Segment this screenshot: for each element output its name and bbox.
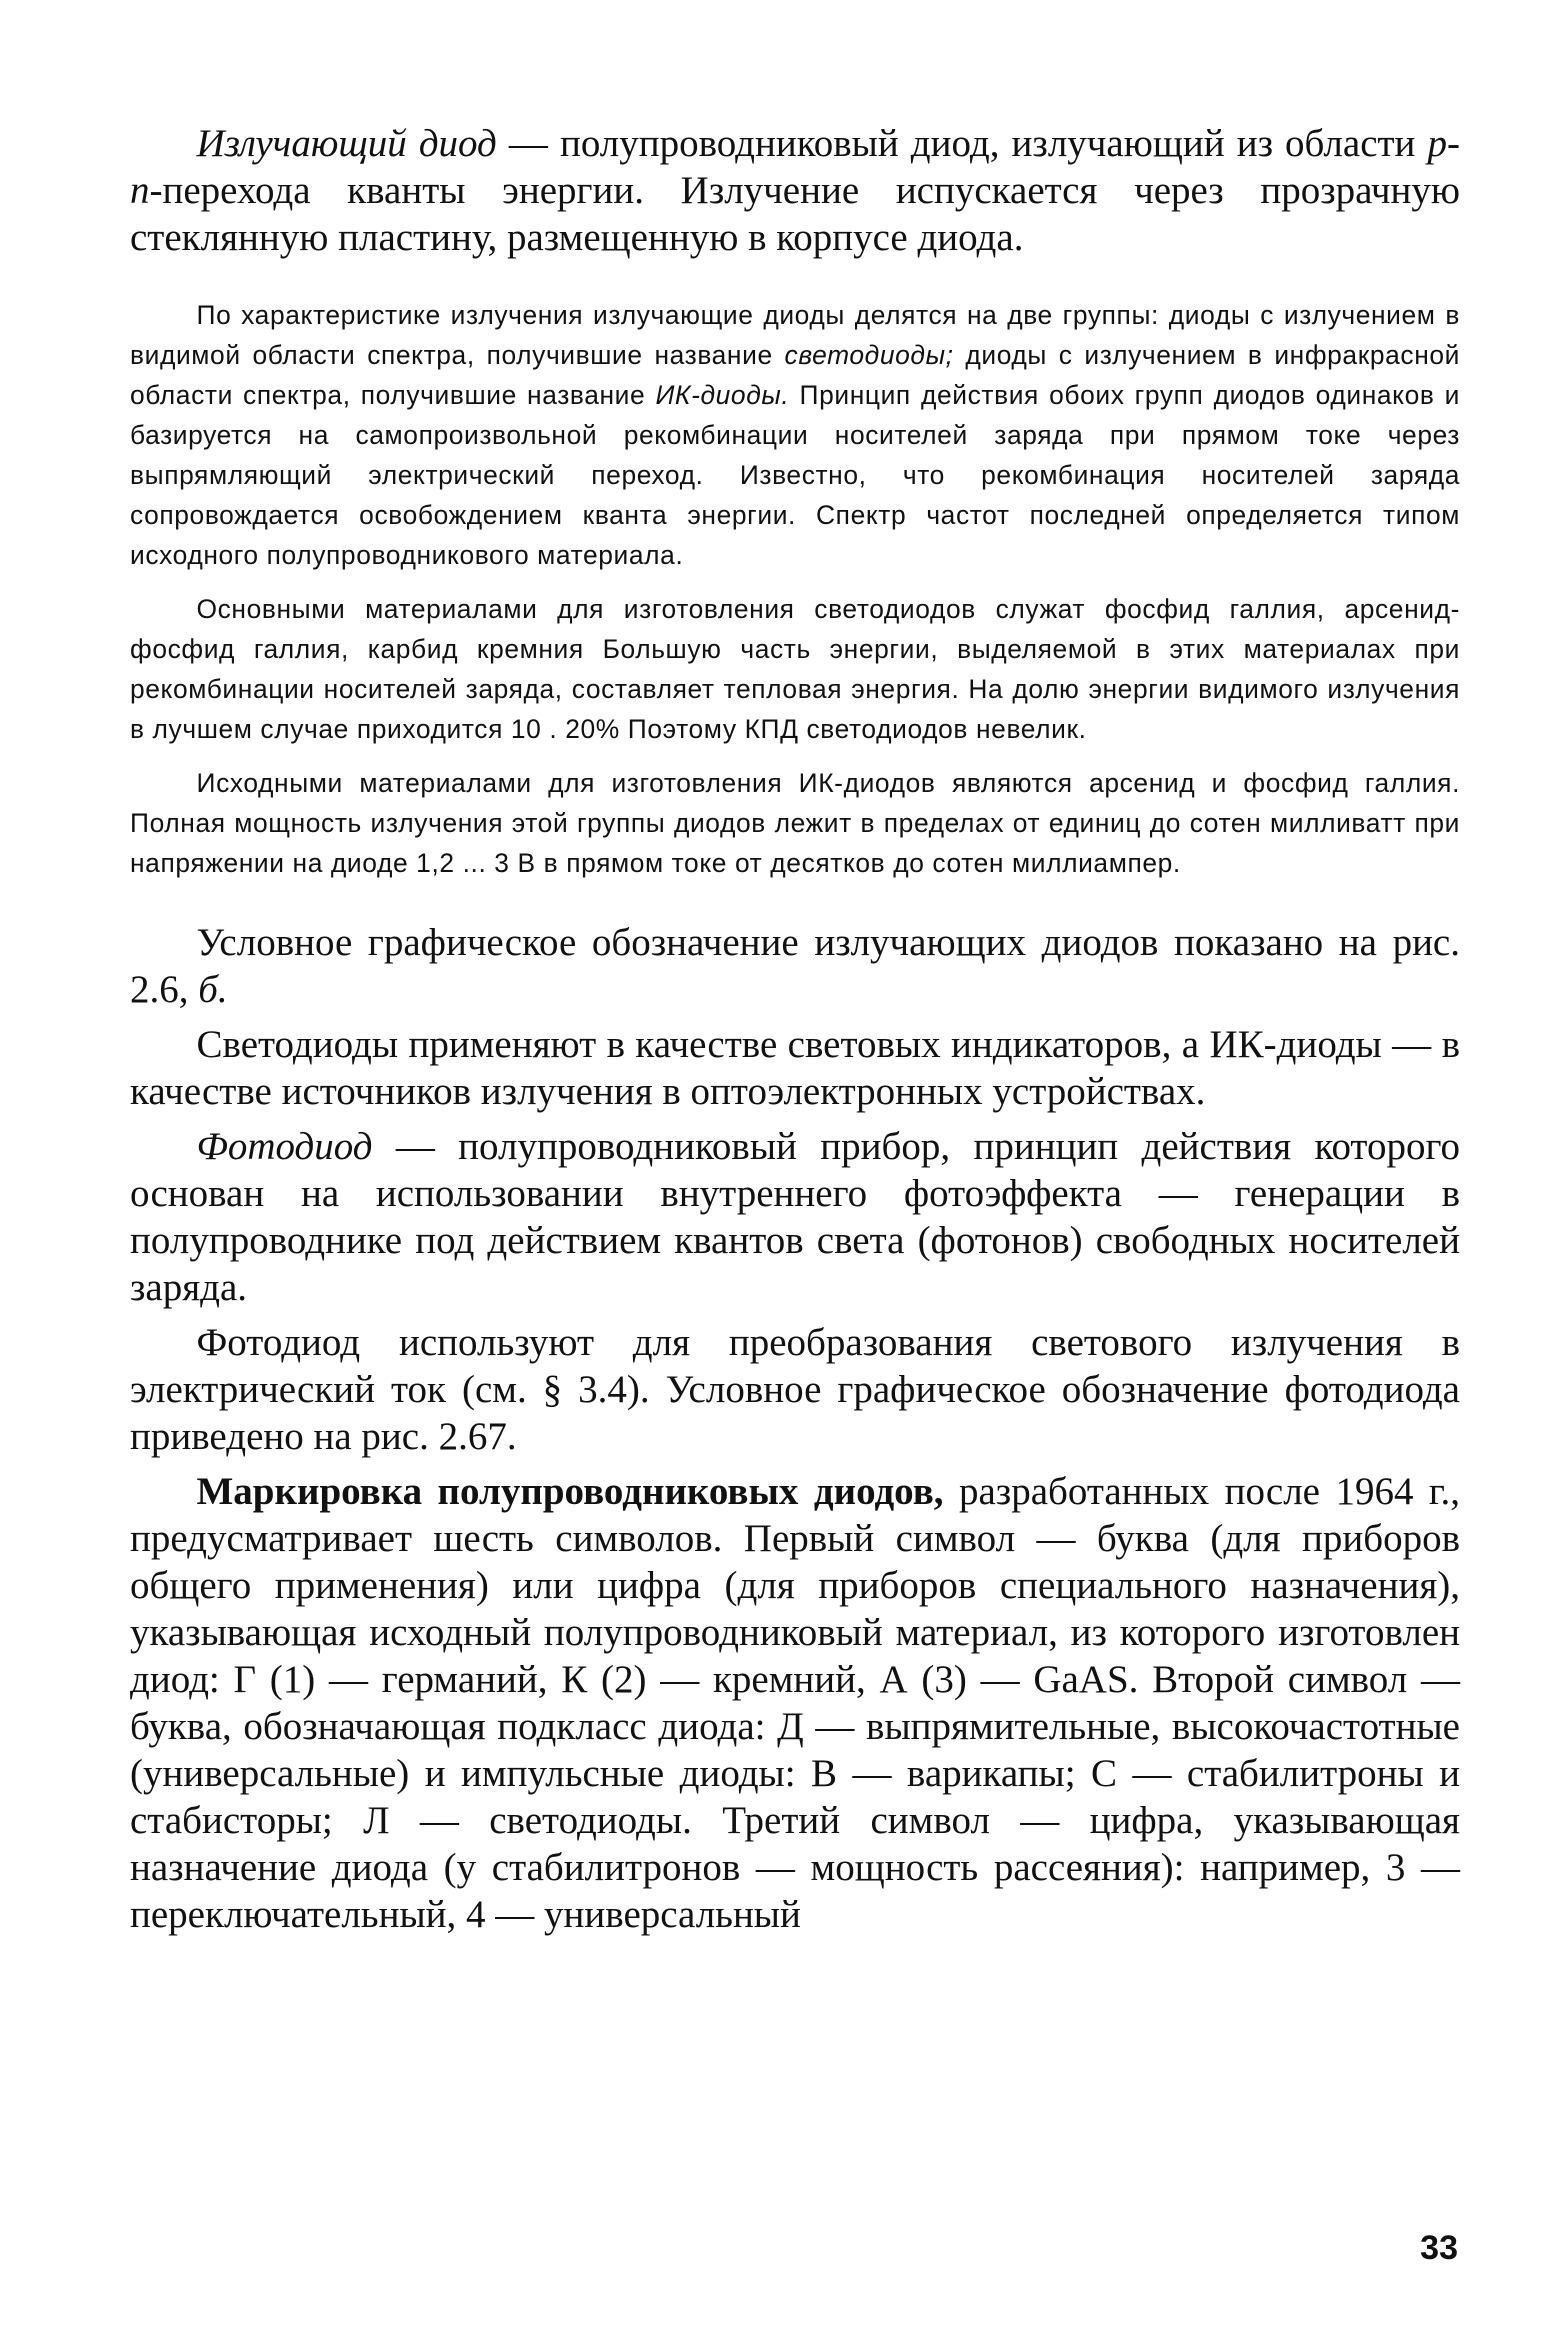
term-leds: светодиоды; xyxy=(784,340,954,370)
text: -перехода кванты энергии. Излучение испускается через прозрачную стеклянную пластину, размещенную в корпусе диода. xyxy=(130,169,1460,259)
text: Условное графическое обозначение излучающих диодов показано на рис. 2.6, xyxy=(130,921,1460,1011)
paragraph-marking xyxy=(130,1468,1460,1938)
paragraph-led-usage: Светодиоды применяют в качестве световых индикаторов, а ИК-диоды — в качестве источников излучения в оптоэлектронных устройствах. xyxy=(130,1023,1460,1113)
paragraph-led-materials: Основными материалами для изготовления светодиодов служат фосфид галлия, арсенид-фосфид галлия, карбид кремния Большую часть энергии, выделяемой в этих материалах при рекомбинации носителей заряда, составляет тепловая энергия. На долю энергии видимого излучения в лучшем случае приходится 10 . 20% Поэтому КПД светодиодов невелик. xyxy=(130,594,1460,744)
paragraph-emission-groups xyxy=(130,295,1460,575)
paragraph-photodiode-usage: Фотодиод используют для преобразования светового излучения в электрический ток (см. § 3.4). Условное графическое обозначение фотодиода приведено на рис. 2.67. xyxy=(130,1321,1460,1458)
page-number: 33 xyxy=(1420,2229,1458,2267)
paragraph-graphic-symbol xyxy=(130,919,1460,1013)
term-emitting-diode: Излучающий диод xyxy=(196,122,497,165)
text: — полупроводниковый диод, излучающий из области xyxy=(496,122,1428,165)
term-pn: p-n xyxy=(130,122,1460,212)
figure-letter: б. xyxy=(198,968,228,1011)
term-ir-diodes: ИК-диоды. xyxy=(655,380,790,410)
term-marking: Маркировка полупроводниковых диодов, xyxy=(196,1470,944,1513)
paragraph-ir-materials: Исходными материалами для изготовления ИК-диодов являются арсенид и фосфид галлия. Полная мощность излучения этой группы диодов лежит в пределах от единиц до сотен милливатт при напряжении на диоде 1,2 ... 3 В в прямом токе от десятков до сотен миллиампер. xyxy=(130,768,1460,878)
text: Принцип действия обоих групп диодов одинаков и базируется на самопроизвольной рекомбинации носителей заряда при прямом токе через выпрямляющий электрический переход. Известно, что рекомбинация носителей заряда сопровождается освобождением кванта энергии. Спектр частот последней определяется типом исходного полупроводникового материала. xyxy=(130,380,1461,570)
paragraph-photodiode xyxy=(130,1123,1460,1311)
term-photodiode: Фотодиод xyxy=(196,1125,373,1168)
book-page xyxy=(130,120,1460,2280)
text: По характеристике излучения излучающие диоды делятся на две группы: диоды с излучением в видимой области спектра, получившие название xyxy=(130,300,1460,370)
paragraph-emitting-diode xyxy=(130,120,1460,261)
small-print-block xyxy=(130,295,1460,883)
text: — полупроводниковый прибор, принцип действия которого основан на использовании внутреннего фотоэффекта — генерации в полупроводнике под действием квантов света (фотонов) свободных носителей заряда. xyxy=(130,1125,1460,1309)
text: диоды с излучением в инфракрасной области спектра, получившие название xyxy=(130,340,1460,410)
text: разработанных после 1964 г., предусматривает шесть символов. Первый символ — буква (для приборов общего применения) или цифра (для приборов специального назначения), указывающая исходный полупроводниковый материал, из которого изготовлен диод: Г (1) — германий, К (2) — кремний, А (3) — GaAS. Второй символ — буква, обозначающая подкласс диода: Д — выпрямительные, высокочастотные (универсальные) и импульсные диоды: В — варикапы; С — стабилитроны и стабисторы; Л — светодиоды. Третий символ — цифра, указывающая назначение диода (у стабилитронов — мощность рассеяния): например, 3 — переключательный, 4 — универсальный xyxy=(130,1470,1460,1936)
